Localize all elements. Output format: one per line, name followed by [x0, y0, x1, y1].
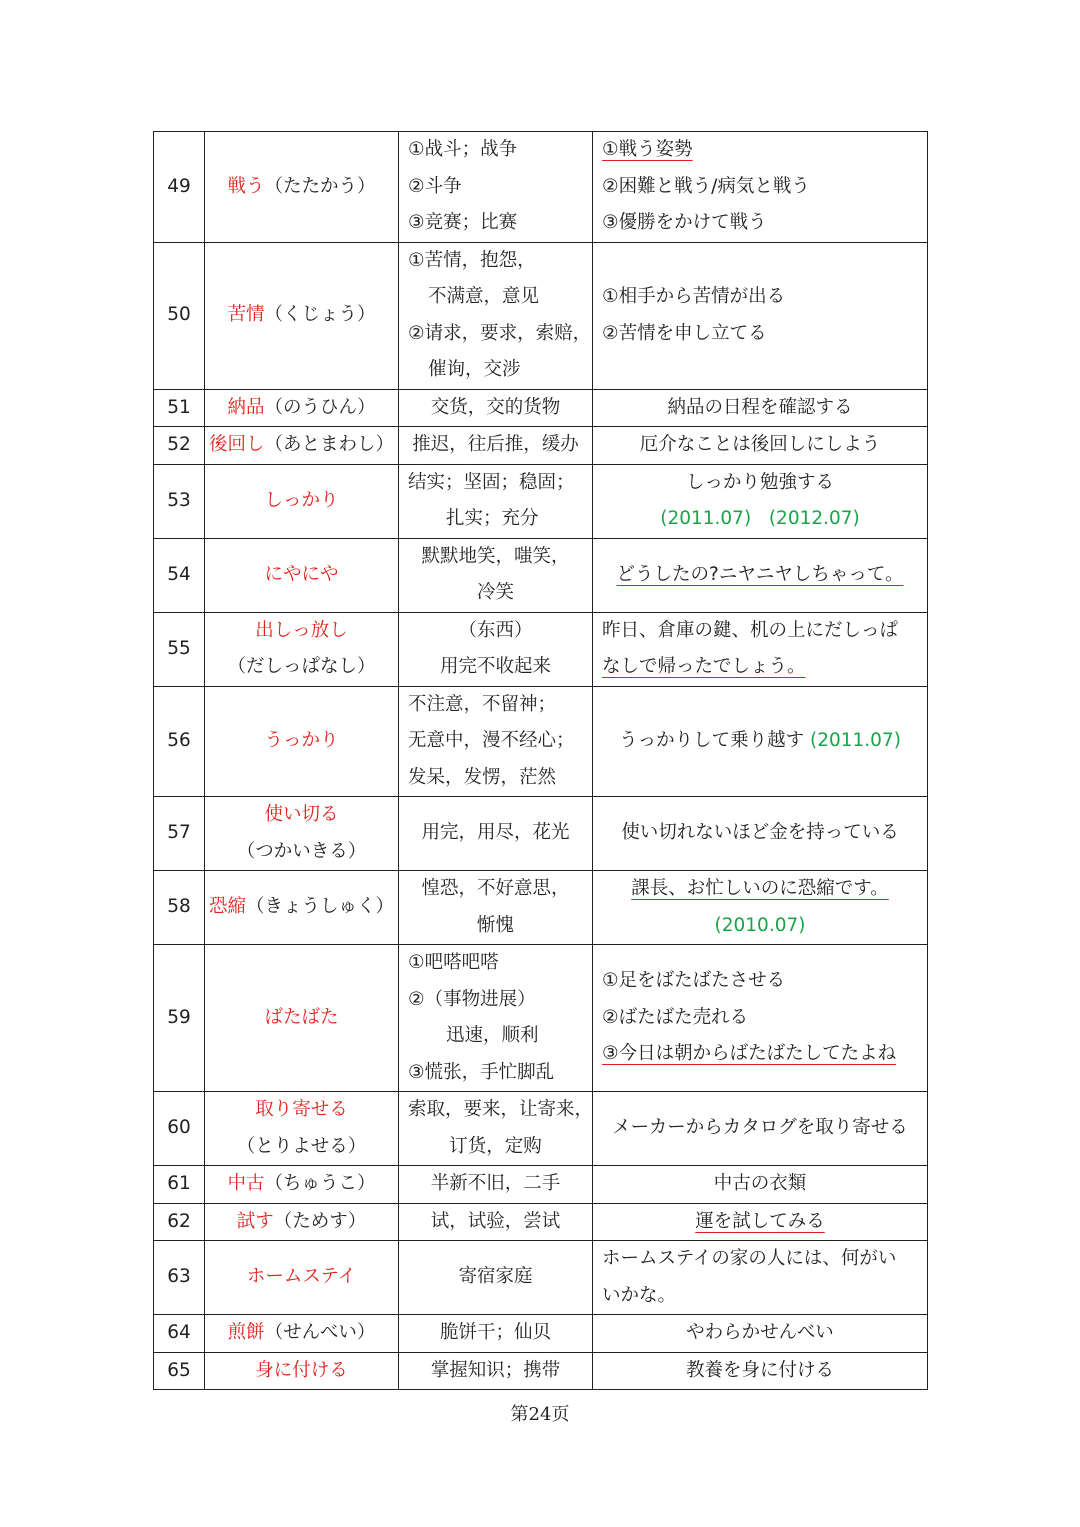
row-number: 65 — [154, 1352, 205, 1390]
example-cell: メーカーからカタログを取り寄せる — [593, 1092, 928, 1166]
headword-cell — [205, 871, 399, 945]
table-row — [154, 1203, 928, 1241]
meaning-cell — [399, 538, 593, 612]
meaning-line: ②（事物进展） — [408, 988, 536, 1010]
table-row — [154, 1166, 928, 1204]
reading: （せんべい） — [264, 1322, 376, 1343]
headword-cell — [205, 1241, 399, 1315]
example-text: 運を試してみる — [695, 1210, 825, 1232]
table-row — [154, 945, 928, 1092]
meaning-cell — [399, 1092, 593, 1166]
headword: 煎餅 — [227, 1322, 265, 1343]
headword: 恐縮 — [209, 896, 247, 918]
example-cell — [593, 686, 928, 797]
meaning-line: 迅速，顺利 — [446, 1025, 539, 1046]
example-cell — [593, 871, 928, 945]
row-number: 57 — [154, 797, 205, 871]
table-row — [154, 464, 928, 538]
exam-date: (2011.07) — [660, 508, 752, 529]
reading: （だしっぱなし） — [227, 656, 376, 677]
reading: （たたかう） — [264, 175, 376, 197]
example-line: ②ばたばた売れる — [602, 1006, 749, 1028]
example-cell — [593, 464, 928, 538]
headword-cell — [205, 1092, 399, 1166]
reading: （ためす） — [273, 1210, 367, 1232]
meaning-cell — [399, 242, 593, 389]
headword: 苦情 — [227, 304, 265, 326]
meaning-cell: 寄宿家庭 — [399, 1241, 593, 1315]
meaning-cell — [399, 132, 593, 243]
meaning-cell — [399, 945, 593, 1092]
example-line: しっかり勉強する — [685, 471, 834, 493]
example-cell — [593, 242, 928, 389]
example-cell: 厄介なことは後回しにしよう — [593, 427, 928, 465]
headword-cell — [205, 797, 399, 871]
reading: （とりよせる） — [236, 1135, 367, 1157]
headword: 出しっ放し — [255, 619, 348, 641]
meaning-line: 用完不收起来 — [439, 656, 551, 677]
headword: ばたばた — [264, 1006, 339, 1028]
headword: 使い切る — [264, 804, 339, 825]
reading: （あとまわし） — [264, 434, 395, 455]
headword: 後回し — [209, 434, 265, 455]
row-number: 58 — [154, 871, 205, 945]
exam-date: (2010.07) — [714, 914, 806, 936]
meaning-line: ②斗争 — [408, 175, 462, 197]
meaning-line: ②请求，要求，索赔， — [408, 322, 592, 344]
meaning-cell: 掌握知识；携带 — [399, 1352, 593, 1390]
example-line: ①足をばたばたさせる — [602, 970, 786, 992]
meaning-line: 索取，要来，让寄来， — [408, 1099, 594, 1120]
headword-cell — [205, 612, 399, 686]
meaning-line: ①战斗；战争 — [408, 139, 518, 160]
headword: 取り寄せる — [255, 1099, 348, 1120]
headword-cell — [205, 1352, 399, 1390]
example-cell — [593, 1203, 928, 1241]
reading: （のうひん） — [264, 396, 376, 418]
example-line: 昨日、倉庫の鍵、机の上にだしっぱ — [602, 619, 899, 641]
exam-date: (2012.07) — [768, 508, 860, 529]
example-line: ②困難と戦う/病気と戦う — [602, 175, 810, 197]
headword: しっかり — [264, 489, 339, 511]
table-row — [154, 538, 928, 612]
headword: うっかり — [264, 730, 339, 751]
headword: 戦う — [227, 175, 265, 197]
example-line: ホームステイの家の人には、何がい — [602, 1248, 897, 1269]
headword: 身に付ける — [255, 1359, 348, 1381]
headword-cell — [205, 1315, 399, 1353]
row-number: 63 — [154, 1241, 205, 1315]
headword-cell — [205, 464, 399, 538]
example-cell — [593, 612, 928, 686]
headword-cell — [205, 1166, 399, 1204]
row-number: 52 — [154, 427, 205, 465]
meaning-line: 默默地笑，嗤笑， — [421, 545, 570, 567]
example-text: なしで帰ったでしょう。 — [602, 656, 806, 677]
row-number: 54 — [154, 538, 205, 612]
example-line — [602, 132, 918, 169]
headword: 試す — [236, 1210, 274, 1232]
table-row — [154, 389, 928, 427]
meaning-cell: 推迟，往后推，缓办 — [399, 427, 593, 465]
row-number: 59 — [154, 945, 205, 1092]
headword: にやにや — [264, 563, 339, 585]
example-line — [602, 649, 918, 686]
example-line — [602, 1036, 918, 1073]
reading: （つかいきる） — [236, 840, 367, 862]
example-line: いかな。 — [602, 1284, 677, 1306]
example-cell: 使い切れないほど金を持っている — [593, 797, 928, 871]
row-number: 55 — [154, 612, 205, 686]
meaning-line: 不满意，意见 — [428, 286, 540, 307]
reading: （ちゅうこ） — [264, 1173, 376, 1194]
table-row — [154, 427, 928, 465]
meaning-cell — [399, 464, 593, 538]
reading: （くじょう） — [264, 304, 376, 326]
example-line — [602, 871, 918, 908]
meaning-line: 惶恐，不好意思， — [421, 878, 570, 899]
headword-cell — [205, 945, 399, 1092]
headword: 中古 — [227, 1173, 265, 1194]
example-cell — [593, 538, 928, 612]
meaning-line: 订货，定购 — [449, 1135, 542, 1157]
meaning-line: ①吧嗒吧嗒 — [408, 952, 499, 973]
meaning-cell: 试，试验，尝试 — [399, 1203, 593, 1241]
meaning-line: 催询，交涉 — [428, 359, 521, 380]
example-line — [602, 501, 918, 538]
example-text: ③今日は朝からばたばたしてたよね — [602, 1043, 897, 1065]
meaning-line: 扎实；充分 — [446, 508, 539, 529]
row-number: 50 — [154, 242, 205, 389]
row-number: 64 — [154, 1315, 205, 1353]
meaning-line: （东西） — [458, 619, 533, 641]
meaning-cell: 交货，交的货物 — [399, 389, 593, 427]
exam-date: (2011.07) — [809, 730, 901, 751]
row-number: 61 — [154, 1166, 205, 1204]
table-row — [154, 1315, 928, 1353]
meaning-line: 无意中，漫不经心； — [408, 730, 575, 751]
meaning-line: 不注意，不留神； — [408, 693, 557, 715]
table-row — [154, 797, 928, 871]
meaning-line: 结实；坚固；稳固； — [408, 471, 575, 493]
headword-cell — [205, 242, 399, 389]
page-number: 第24页 — [510, 1404, 570, 1425]
meaning-cell — [399, 612, 593, 686]
example-line: ③優勝をかけて戦う — [602, 212, 767, 233]
example-text: どうしたの?ニヤニヤしちゃって。 — [616, 563, 904, 585]
reading: （きょうしゅく） — [246, 896, 395, 918]
example-cell — [593, 132, 928, 243]
example-line: ①相手から苦情が出る — [602, 286, 786, 307]
example-cell: 納品の日程を確認する — [593, 389, 928, 427]
example-cell: 中古の衣類 — [593, 1166, 928, 1204]
meaning-cell: 脆饼干；仙贝 — [399, 1315, 593, 1353]
headword: 納品 — [227, 396, 265, 418]
headword-cell — [205, 538, 399, 612]
example-text: ①戦う姿勢 — [602, 139, 693, 160]
headword: ホームステイ — [246, 1266, 357, 1288]
headword-cell — [205, 389, 399, 427]
example-text: 課長、お忙しいのに恐縮です。 — [631, 878, 889, 899]
table-row — [154, 132, 928, 243]
meaning-line: 冷笑 — [476, 582, 514, 603]
example-cell — [593, 945, 928, 1092]
row-number: 49 — [154, 132, 205, 243]
row-number: 60 — [154, 1092, 205, 1166]
headword-cell — [205, 686, 399, 797]
table-row — [154, 242, 928, 389]
headword-cell — [205, 427, 399, 465]
table-row — [154, 686, 928, 797]
meaning-cell: 半新不旧，二手 — [399, 1166, 593, 1204]
example-cell: 教養を身に付ける — [593, 1352, 928, 1390]
headword-cell — [205, 132, 399, 243]
example-line: ②苦情を申し立てる — [602, 322, 767, 344]
example-cell — [593, 1241, 928, 1315]
meaning-line: ③竞赛；比赛 — [408, 212, 518, 233]
table-row — [154, 612, 928, 686]
row-number: 53 — [154, 464, 205, 538]
meaning-line: 惭愧 — [476, 914, 514, 936]
meaning-cell — [399, 686, 593, 797]
table-row — [154, 871, 928, 945]
row-number: 62 — [154, 1203, 205, 1241]
meaning-line: 发呆，发愣，茫然 — [408, 766, 557, 788]
table-row — [154, 1092, 928, 1166]
row-number: 51 — [154, 389, 205, 427]
table-row — [154, 1241, 928, 1315]
meaning-line: ③慌张，手忙脚乱 — [408, 1061, 555, 1083]
headword-cell — [205, 1203, 399, 1241]
example-text: うっかりして乗り越す — [619, 730, 805, 751]
row-number: 56 — [154, 686, 205, 797]
meaning-cell — [399, 871, 593, 945]
meaning-line: ①苦情，抱怨， — [408, 249, 536, 271]
vocabulary-table — [153, 131, 928, 1390]
table-row — [154, 1352, 928, 1390]
meaning-cell: 用完，用尽，花光 — [399, 797, 593, 871]
example-cell: やわらかせんべい — [593, 1315, 928, 1353]
